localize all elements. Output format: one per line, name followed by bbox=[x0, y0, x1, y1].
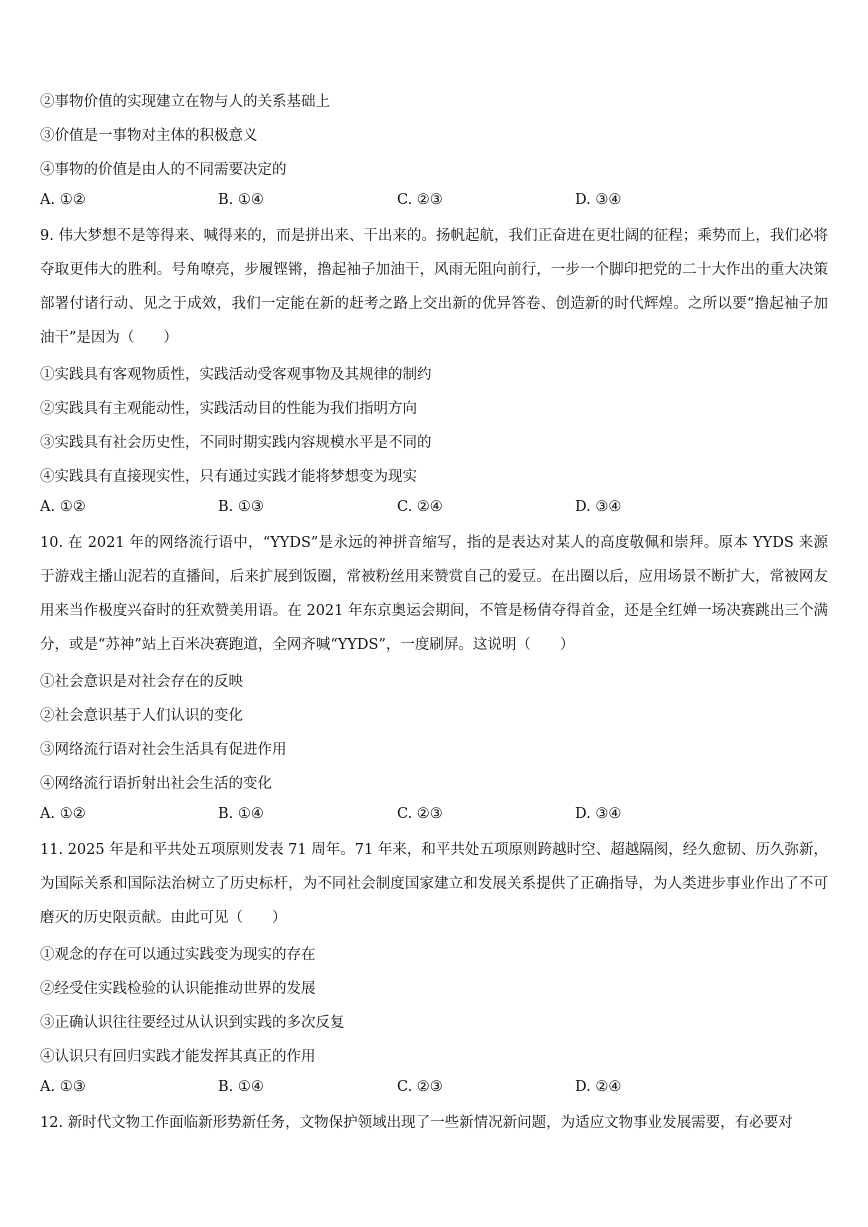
q11-stem: 11. 2025 年是和平共处五项原则发表 71 周年。71 年来，和平共处五项原则跨越时空、超越隔阂，经久愈韧、历久弥新，为国际关系和国际法治树立了历史标杆，为不同社会制度国家建立和发展关系提供了正确指导，为人类进步事业作出了不可磨灭的历史限贡献。由此可见（ ） bbox=[40, 842, 828, 926]
q11-item-1: ①观念的存在可以通过实践变为现实的存在 bbox=[40, 947, 316, 963]
q8-option-a[interactable]: A. ①② bbox=[40, 192, 86, 208]
q8-item-3: ③价值是一事物对主体的积极意义 bbox=[40, 128, 258, 144]
q10-option-d[interactable]: D. ③④ bbox=[575, 806, 622, 822]
q8-options bbox=[40, 192, 828, 212]
q11-options bbox=[40, 1079, 828, 1099]
q10-option-b[interactable]: B. ①④ bbox=[218, 806, 264, 822]
q12-stem: 12. 新时代文物工作面临新形势新任务，文物保护领域出现了一些新情况新问题，为适应文物事业发展需要，有必要对 bbox=[40, 1115, 793, 1131]
q10-item-2: ②社会意识基于人们认识的变化 bbox=[40, 708, 243, 724]
q11-item-4: ④认识只有回归实践才能发挥其真正的作用 bbox=[40, 1049, 316, 1065]
q10-option-c[interactable]: C. ②③ bbox=[397, 806, 443, 822]
q10-item-3: ③网络流行语对社会生活具有促进作用 bbox=[40, 742, 287, 758]
q9-item-4: ④实践具有直接现实性，只有通过实践才能将梦想变为现实 bbox=[40, 469, 417, 485]
q11-option-a[interactable]: A. ①③ bbox=[40, 1079, 86, 1095]
q10-options bbox=[40, 806, 828, 826]
q9-option-c[interactable]: C. ②④ bbox=[397, 499, 443, 515]
q9-option-b[interactable]: B. ①③ bbox=[218, 499, 264, 515]
q9-item-1: ①实践具有客观物质性，实践活动受客观事物及其规律的制约 bbox=[40, 367, 432, 383]
q11-option-d[interactable]: D. ②④ bbox=[575, 1079, 622, 1095]
q8-option-c[interactable]: C. ②③ bbox=[397, 192, 443, 208]
q11-item-3: ③正确认识往往要经过从认识到实践的多次反复 bbox=[40, 1015, 345, 1031]
q11-option-b[interactable]: B. ①④ bbox=[218, 1079, 264, 1095]
q9-option-a[interactable]: A. ①② bbox=[40, 499, 86, 515]
q11-item-2: ②经受住实践检验的认识能推动世界的发展 bbox=[40, 981, 316, 997]
q9-item-3: ③实践具有社会历史性，不同时期实践内容规模水平是不同的 bbox=[40, 435, 432, 451]
q8-option-d[interactable]: D. ③④ bbox=[575, 192, 622, 208]
q8-option-b[interactable]: B. ①④ bbox=[218, 192, 264, 208]
q8-item-4: ④事物的价值是由人的不同需要决定的 bbox=[40, 162, 287, 178]
q10-item-4: ④网络流行语折射出社会生活的变化 bbox=[40, 776, 272, 792]
q10-item-1: ①社会意识是对社会存在的反映 bbox=[40, 674, 243, 690]
q10-option-a[interactable]: A. ①② bbox=[40, 806, 86, 822]
q11-option-c[interactable]: C. ②③ bbox=[397, 1079, 443, 1095]
q9-option-d[interactable]: D. ③④ bbox=[575, 499, 622, 515]
q8-item-2: ②事物价值的实现建立在物与人的关系基础上 bbox=[40, 94, 330, 110]
q9-stem: 9. 伟大梦想不是等得来、喊得来的，而是拼出来、干出来的。扬帆起航，我们正奋进在更壮阔的征程；乘势而上，我们必将夺取更伟大的胜利。号角嘹亮，步履铿锵，撸起袖子加油干，风雨无阻向前行，一步一个脚印把党的二十大作出的重大决策部署付诸行动、见之于成效，我们一定能在新的赶考之路上交出新的优异答卷、创造新的时代辉煌。之所以要“撸起袖子加油干”是因为（ ） bbox=[40, 228, 828, 346]
q9-options bbox=[40, 499, 828, 519]
q9-item-2: ②实践具有主观能动性，实践活动目的性能为我们指明方向 bbox=[40, 401, 417, 417]
q10-stem: 10. 在 2021 年的网络流行语中，“YYDS”是永远的神拼音缩写，指的是表达对某人的高度敬佩和崇拜。原本 YYDS 来源于游戏主播山泥若的直播间，后来扩展到饭圈，常被粉丝用来赞赏自己的爱豆。在出圈以后，应用场景不断扩大，常被网友用来当作极度兴奋时的狂欢赞美用语。在 2021 年东京奥运会期间，不管是杨倩夺得首金，还是全红婵一场决赛跳出三个满分，或是“苏神”站上百米决赛跑道，全网齐喊“YYDS”，一度刷屏。这说明（ ） bbox=[40, 535, 828, 653]
